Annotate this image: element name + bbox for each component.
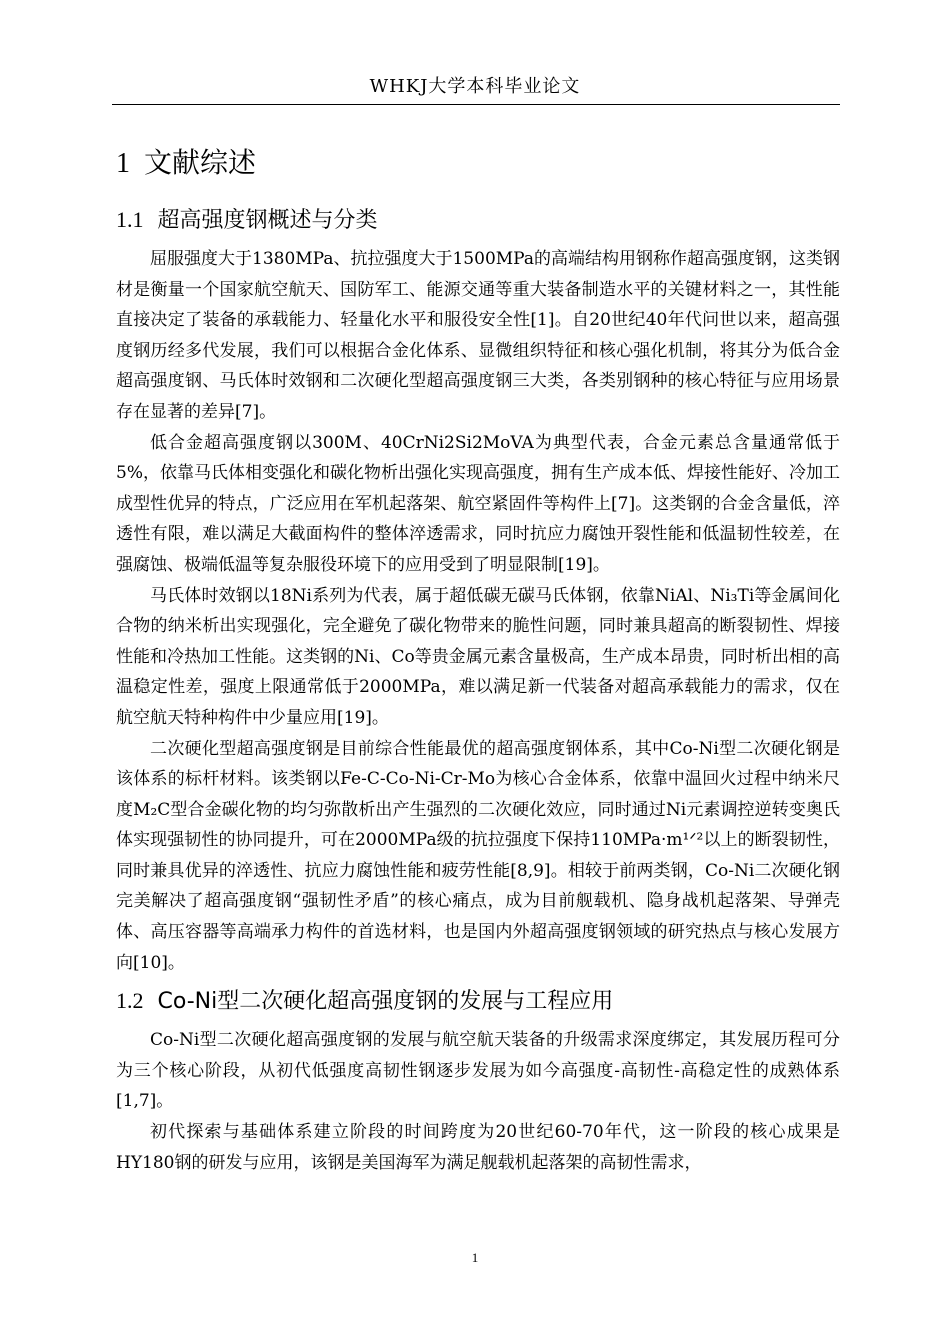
chapter-number: 1 <box>116 148 130 179</box>
chapter-title: 文献综述 <box>144 146 257 179</box>
paragraph: 初代探索与基础体系建立阶段的时间跨度为20世纪60-70年代，这一阶段的核心成果是HY180钢的研发与应用，该钢是美国海军为满足舰载机起落架的高韧性需求， <box>116 1122 840 1173</box>
header-rule <box>112 104 840 105</box>
running-header: WHKJ大学本科毕业论文 <box>369 76 581 97</box>
section-heading-1-2 <box>116 982 840 1021</box>
section-title: Co-Ni型二次硬化超高强度钢的发展与工程应用 <box>157 989 614 1015</box>
page-content <box>116 140 840 1178</box>
paragraph: 二次硬化型超高强度钢是目前综合性能最优的超高强度钢体系，其中Co-Ni型二次硬化钢是该体系的标杆材料。该类钢以Fe-C-Co-Ni-Cr-Mo为核心合金体系，依靠中温回火过程中纳米尺度M₂C型合金碳化物的均匀弥散析出产生强烈的二次硬化效应，同时通过Ni元素调控逆转变奥氏体实现强韧性的协同提升，可在2000MPa级的抗拉强度下保持110MPa·m¹ᐟ²以上的断裂韧性，同时兼具优异的淬透性、抗应力腐蚀性能和疲劳性能[8,9]。相较于前两类钢，Co-Ni二次硬化钢完美解决了超高强度钢“强韧性矛盾”的核心痛点，成为目前舰载机、隐身战机起落架、导弹壳体、高压容器等高端承力构件的首选材料，也是国内外超高强度钢领域的研究热点与核心发展方向[10]。 <box>116 738 840 973</box>
section-number: 1.2 <box>116 988 144 1014</box>
section-title: 超高强度钢概述与分类 <box>157 208 378 233</box>
chapter-heading <box>116 140 840 187</box>
section-number: 1.1 <box>116 207 144 232</box>
paragraph: 低合金超高强度钢以300M、40CrNi2Si2MoVA为典型代表，合金元素总含量通常低于5%，依靠马氏体相变强化和碳化物析出强化实现高强度，拥有生产成本低、焊接性能好、冷加工成型性优异的特点，广泛应用在军机起落架、航空紧固件等构件上[7]。这类钢的合金含量低，淬透性有限，难以满足大截面构件的整体淬透需求，同时抗应力腐蚀开裂性能和低温韧性较差，在强腐蚀、极端低温等复杂服役环境下的应用受到了明显限制[19]。 <box>116 432 840 575</box>
paragraph: Co-Ni型二次硬化超高强度钢的发展与航空航天装备的升级需求深度绑定，其发展历程可分为三个核心阶段，从初代低强度高韧性钢逐步发展为如今高强度-高韧性-高稳定性的成熟体系[1,7]。 <box>116 1030 840 1112</box>
page-number: 1 <box>471 1250 479 1265</box>
paragraph: 屈服强度大于1380MPa、抗拉强度大于1500MPa的高端结构用钢称作超高强度钢，这类钢材是衡量一个国家航空航天、国防军工、能源交通等重大装备制造水平的关键材料之一，其性能直接决定了装备的承载能力、轻量化水平和服役安全性[1]。自20世纪40年代问世以来，超高强度钢历经多代发展，我们可以根据合金化体系、显微组织特征和核心强化机制，将其分为低合金超高强度钢、马氏体时效钢和二次硬化型超高强度钢三大类，各类别钢种的核心特征与应用场景存在显著的差异[7]。 <box>116 249 840 422</box>
paragraph: 马氏体时效钢以18Ni系列为代表，属于超低碳无碳马氏体钢，依靠NiAl、Ni₃Ti等金属间化合物的纳米析出实现强化，完全避免了碳化物带来的脆性问题，同时兼具超高的断裂韧性、焊接性能和冷热加工性能。这类钢的Ni、Co等贵金属元素含量极高，生产成本昂贵，同时析出相的高温稳定性差，强度上限通常低于2000MPa，难以满足新一代装备对超高承载能力的需求，仅在航空航天特种构件中少量应用[19]。 <box>116 585 840 728</box>
section-heading-1-1 <box>116 201 840 240</box>
